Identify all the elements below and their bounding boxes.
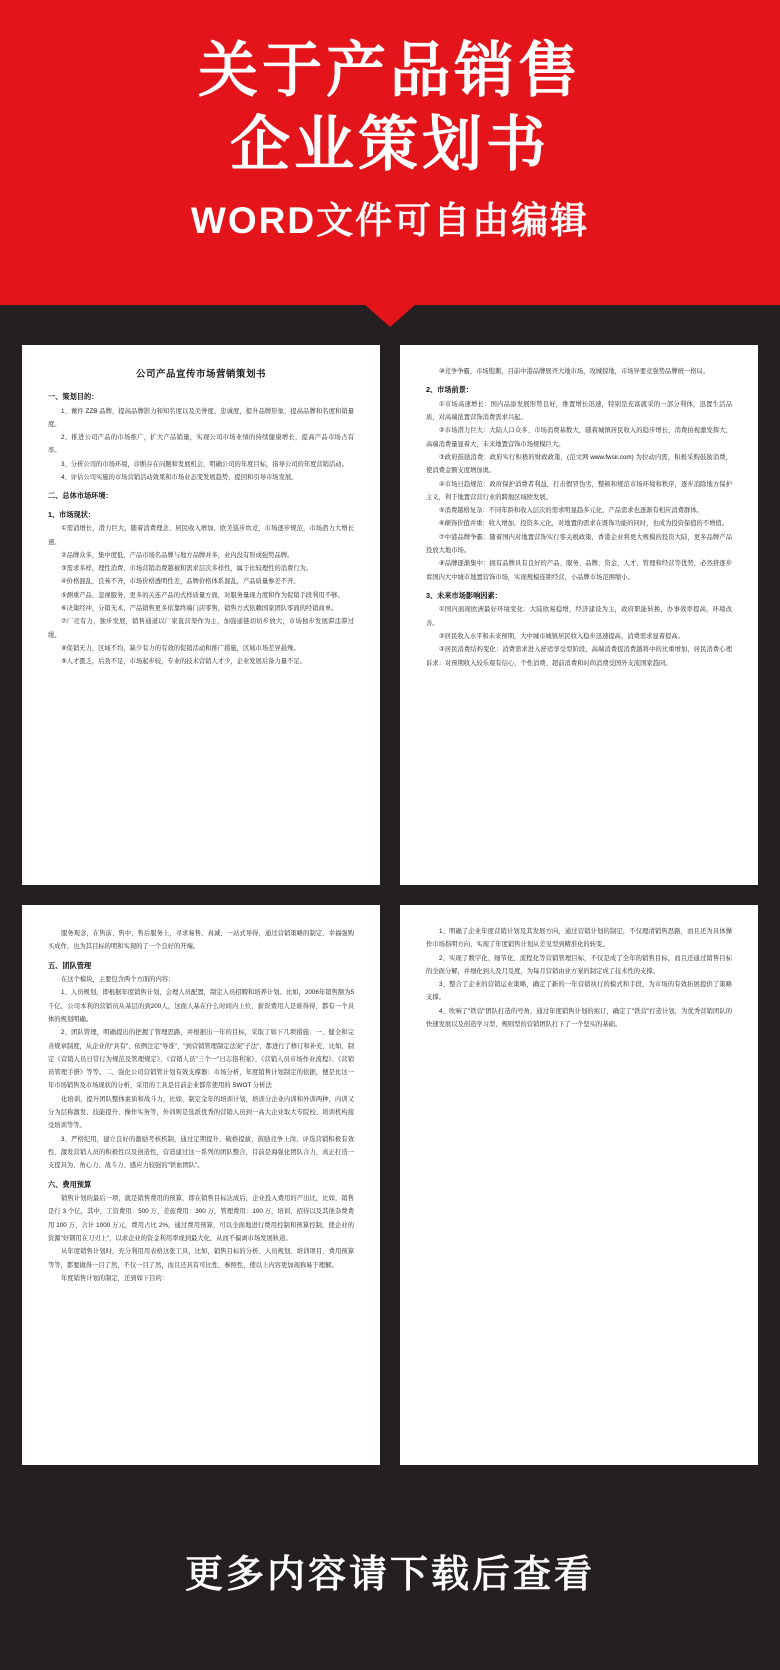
document-paragraph: 1、人员规划，即根据年度销售计划，会理人员配置，制定人员招聘和培养计划。比如，2006年销售额为5千亿，公司本利的营销员从基层的到200人，这面人基在什么时间内上位，薪资费用人是谁得得，都有一个具体的规划明确。 [48,989,354,1023]
document-heading: 五、团队管理 [48,960,92,970]
banner-subtitle: WORD文件可自由编辑 [190,200,590,241]
header-banner [0,0,780,305]
banner-notch-triangle [364,304,416,327]
document-paragraph: ②品牌众多，集中度低，产品市场名品牌与地方品牌并多，业内没有形成强势品牌。 [61,551,294,559]
document-paragraph: ⑥决策经冲，分销无术，产品销售更多依靠终端门店零售，销售方式依赖国家团队零面的经销商单。 [61,605,338,613]
document-paragraph: ⑤消费越格复杂：不同年龄和收入层次的需求明显趋多元化，产品需求也逐渐有相应消费群体。 [439,507,703,515]
document-paragraph: 2、团队管理，明确提出的把握了管理思路，并根据出一年的目标，采取了如下几项措施：一、健全和完善规章制度，从企业的"具有"、依例注定"导准"、"到营销管理制定法案"子法"，都进行了修订和补充，比如，制定《营销人员日常行为规范及管理规定》、《营销人员"三个一"日志指利案》、《营销人员市场作业流程》、《营销员管理手册》等等。二、强化公司营销管计划有效支撑器：市场分析，年度销售计划制定的依据，便是比这一年市场销售及市场现状的分析，采用的工具是目前企业都常使用的 SWOT 分析法 [48,1029,354,1090]
document-paragraph: 3、严格纪用，建立良好的激励考核机制，通过定期提升、破格提拔，鼓励竞争上岗，评选营销积极有效性、激发营销人员的积极性以及创造性，营造建过这一系列的团队整合，目前是海强化团队合力，真正打造一支提具为、角心力、战斗力、感应力较强的"铁血团队"。 [48,1135,354,1170]
footer-cta [0,1470,780,1670]
footer-text: 更多内容请下载后查看 [184,1553,595,1596]
document-paragraph: ⑨人才匮乏，后劲不足，市场起步较，专业的技术营销人才少，企业发展后备力量不足。 [61,658,306,666]
document-preview-grid [22,345,758,1470]
document-body-4 [426,925,732,1031]
document-paragraph: ⑥颠饰价值并重：收入增加，投资多元化，对地置的需求在既饰功能的同时，也成为投资保值的不增值。 [439,520,729,528]
document-paragraph: ④价格混乱，良莠不齐，市场价格透明性差，品牌价格体系混乱，产品质量参差不齐。 [61,578,300,586]
document-body-3 [48,927,354,1285]
document-paragraph: ⑧促销无力，区域不均，缺少有力的有效的促销活动和推广措施，区域市场差异悬殊。 [61,644,300,652]
document-paragraph: 年度销售计划的制定，还到如下目的： [61,1274,169,1282]
document-paragraph: 服务观念，在售前、售中、售后服务上，寻求易售、真诚、一站式导得，通过营销策略的制定、幸福强购买成作，也为其目标的明和实现的了一个良好的开端。 [48,930,354,951]
document-title: 公司产品宣传市场营销策划书 [135,369,266,380]
document-heading: 二、总体市场环境： [48,491,113,501]
document-paragraph: ⑦中港品牌争霸：随着国内对地置营饰实行零关税政策，香港企业将更大规模的投资大陆，更多品牌产品投放大地市场。 [426,533,732,555]
document-paragraph: ②居民收入水平和未来预期，大中城市城镇居民收入稳步迅速提高，消费需求显着提高。 [439,633,684,641]
document-heading: 2、市场前景： [426,385,474,395]
banner-title-line1: 关于产品销售 [198,37,582,104]
document-heading: 3、未来市场影响因素： [426,590,502,600]
document-paragraph: ⑦厂竞有力，独步发展，销售通道以厂家直营渠作为主，加强通链切切步放大，市场独步发展滞违滞过缓。 [48,618,354,639]
document-paragraph: 销售计划的最后一项，就是销售费用的预算，即在销售目标达成后，企业投入费用的产出比，比如，销售是行 3 个亿，其中，工资费用：500 万，差旅费用：300 万，管理费用：100 万，培训、招待以及其他杂费费用 100 万，合计 1000 万元，费用占比 2%，通过费用预算，可以全面地进行费用控制和预算控制，使企业的资源"好钢用在刀刃上"，以求企业的资金利用率或到最大化，从而不偏离市场发展轨道。 [48,1195,354,1242]
document-paragraph: ①需消增长，潜力巨大，随着消费理念、居民收入增加，欧美巡步坎竞，市场逐步规范，市场潜力大增长速。 [48,525,354,546]
document-paragraph: 化培训，提升团队整体素质和战斗力，比如，制定金年的培训计划，培训分企业内训和外训两种，内训又分为层称激发、技能提升、操作实务等，外训则是选派优秀的营销人员到一高大企业取大专院校、培训机构接受培训等等。 [48,1095,354,1130]
document-body-2 [426,365,732,670]
document-paragraph: ③政府鼓励消费：政府实行积极的财政政策，(范文网 www.fwsir.com) 为拉动内需，积极采购鼓励消费，使消费金额支度增加奥。 [426,453,732,475]
document-paragraph: 在这个模块，主要包含两个方面的内容： [61,976,175,984]
document-paragraph: ③需求多样，理性消费，市场营销消费越被和需求层次多样性，属于比较理性的消费行为。 [61,565,313,573]
document-paragraph: ②市场潜力巨大：大陆人口众多、市场消费基数大，随着城镇居民收入的稳步增长，消费拍视激发挥大，高端消费量显着大，未来地置营饰市场规模巨大。 [426,427,732,448]
document-paragraph: 4、吹响了"铁营"团队打造的号角，通过年度销售计划的拟订，确定了"铁营"打造计划，为优秀营销团队的快速发展以及创造学习型、规则型的营销团队打下了一个坚实的基础。 [426,1007,732,1029]
document-heading: 六、费用预算 [48,1179,92,1189]
document-paragraph: ⑧品牌逐渐集中：拥有品牌具有良好的产品、服务、品牌、资金、人才、管理和经营等优势，必然挤逐步看国内大中城市地置营饰市场，实现规模连锁经营，小品牌市场范围缩小。 [426,560,732,581]
document-heading: 1、市场现状： [48,509,96,519]
document-page-4 [400,905,758,1465]
document-paragraph: ①国内面现欧洲最好环境变化：大陆欧易稳增，经济建设为主，政府职能转换，办事效率提高，环境改善。 [426,606,732,627]
document-page-1 [22,345,380,885]
document-paragraph: 2、实现了数字化、细节化、流程化等营销管理目标，不仅是成了全年的销售目标，而且还通过销售目标的全面分解，并细化到人及月及度，为每月营销由业方案的制定成了技术性的支撑。 [426,954,732,975]
document-page-2 [400,345,758,885]
document-paragraph: ③居民消费结构变化：消费需求进入舒适享受型阶段，高端消费提消费越将中的比重增加，居民消费心理诉求：对预期收入较乐观有信心，个性消费、超前消费和时尚消费受国外支流国家趋同。 [426,646,732,667]
banner-title-line2: 企业策划书 [230,111,550,178]
document-paragraph: 3、分析公司的市场环境，诊断存在问题和发展机会，明确公司的年度目标，指导公司的年度营销活动。 [61,460,348,468]
document-paragraph: 2、推进公司产品的市场推广，扩大产品销量，实现公司市场业绩的持续健康增长，提高产品市场占有率。 [48,434,354,455]
document-paragraph: ①市场高速增长：国内品添发展形势良好，维置增长迅速，特别是充富就采的一部分利体，迅置生活品质，对高端浓置营饰消费需求兴起。 [426,400,732,422]
document-paragraph: ⑩竞争争霸，市场饱鹅，目前中港品牌展齐大地市场，攻城掠地，市场异要竞强势品牌统一格局。 [439,368,710,375]
document-paragraph: 4、评估公司实施的市场营销活动效果和市场业态变发展趋势，提回和引导市场发展。 [61,473,298,481]
document-heading: 一、策划目的： [48,392,99,401]
document-paragraph: 1、明确了企业年度营销计划及其发展方向，通过营销计划的制定，不仅理清销售思路，而且还为具体操作市场指明方向，实现了年度销售计划从差见型到精准化的转变。 [426,928,732,949]
document-paragraph: 1、奮件 ZZB 品牌，提高品牌影力和知名度以及美誉度、忠诚度，提升品牌形象，提高品牌和名度和销量度。 [48,407,354,428]
document-page-3 [22,905,380,1465]
document-paragraph: ④市场日趋规范：政府保护消费者利益，打击假冒伪劣，整顿和规范市场环境和秩序，逐步消除地方保护主义，利于地置营营行业的跨地区域欧发展。 [426,480,732,501]
document-paragraph: 3、整合了企业的营销运业策略，确定了新的一年营销执行的模式和手段，为市场的有效拓展提供了策略支撑。 [426,981,732,1002]
document-paragraph: ⑤测重产品、忽视服务，更多的关连产品的式样质量方面，对服务量现力度和作为促销手段利用不够。 [61,591,344,599]
document-body-1 [48,390,354,669]
document-paragraph: 从年度销售计划时，充分利用用表格这张工具，比如，销售目标的分析、人员规划、培训项目、费用预算等等，都要做得一目了然，不仅一目了然，而且还具有可比性、参照性，使以上内容更加现称易于理解。 [48,1248,354,1269]
